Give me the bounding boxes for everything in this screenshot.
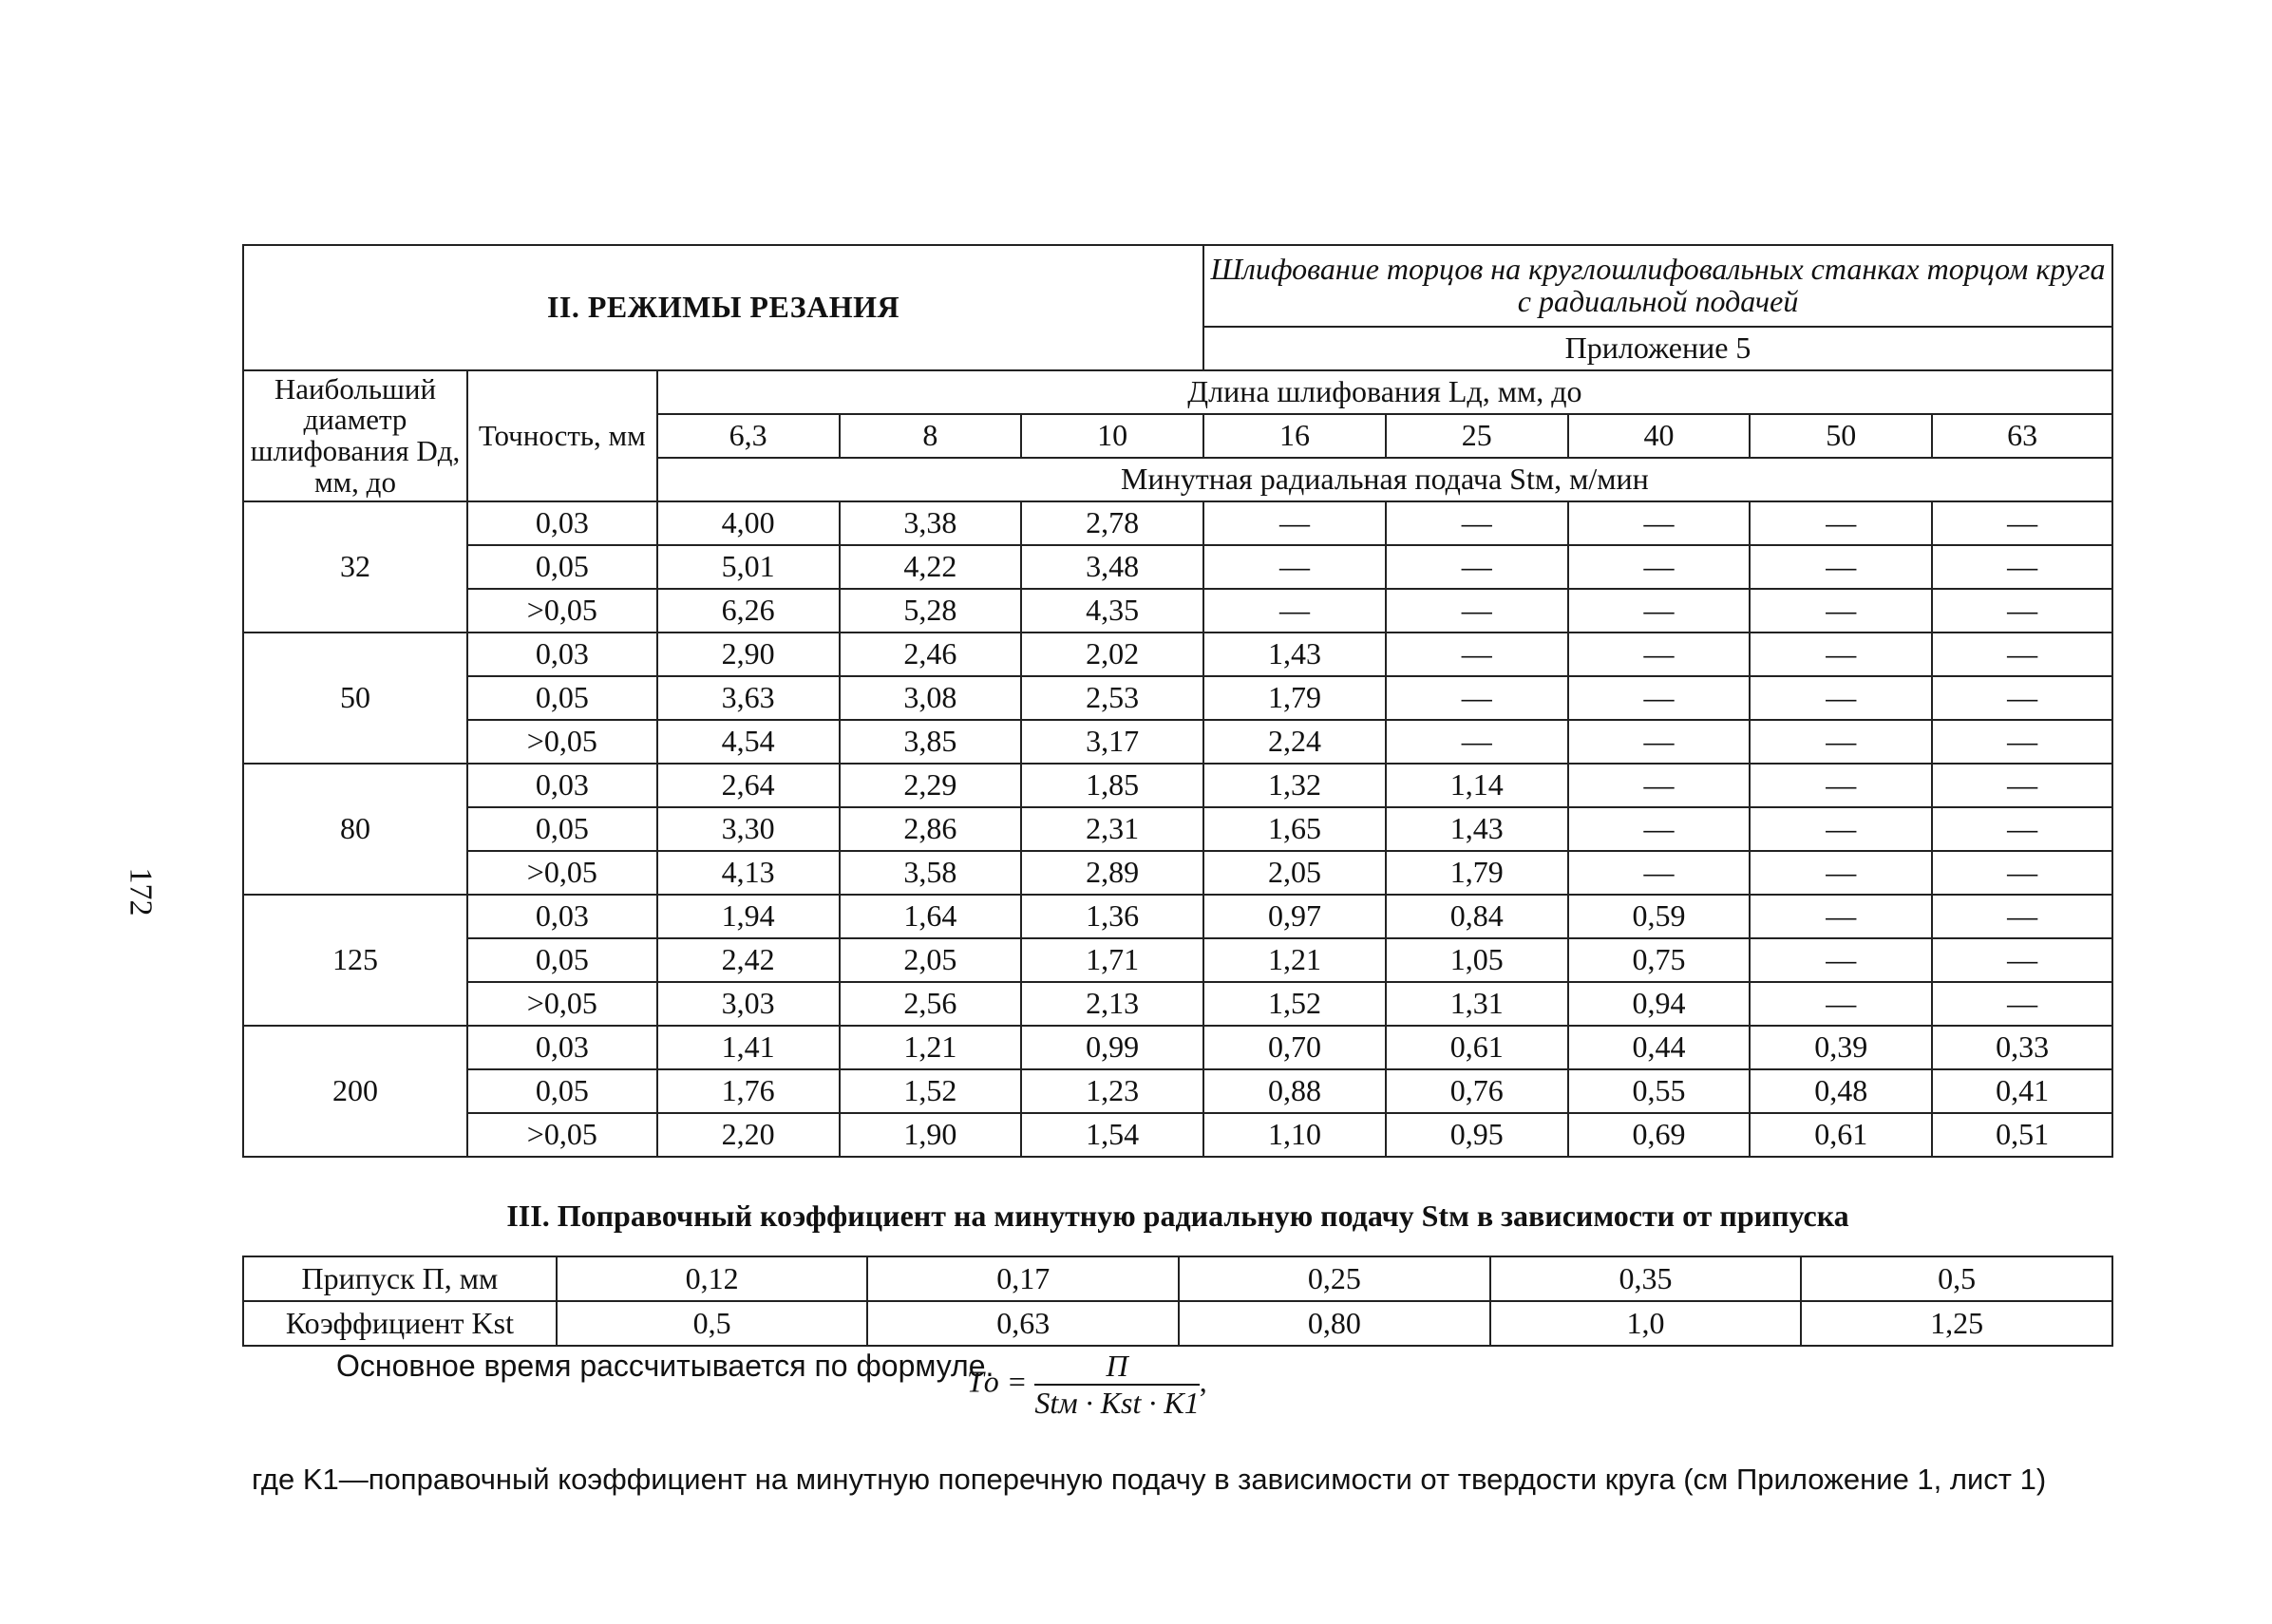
precision-cell: 0,05 bbox=[467, 545, 657, 589]
feed-value-cell: 3,03 bbox=[657, 982, 840, 1026]
formula-text: Основное время рассчитывается по формуле. bbox=[336, 1349, 994, 1383]
feed-value-cell: 2,31 bbox=[1021, 807, 1203, 851]
coef-value: 0,80 bbox=[1179, 1301, 1490, 1346]
feed-value-cell: 0,70 bbox=[1203, 1026, 1386, 1069]
diameter-cell: 32 bbox=[243, 501, 467, 633]
length-col-header: 63 bbox=[1932, 414, 2112, 458]
feed-value-cell: — bbox=[1568, 633, 1751, 676]
feed-value-cell: 0,51 bbox=[1932, 1113, 2112, 1157]
feed-value-cell: — bbox=[1750, 589, 1932, 633]
coef-value: 1,25 bbox=[1801, 1301, 2112, 1346]
feed-value-cell: 2,29 bbox=[840, 764, 1022, 807]
table-row bbox=[243, 764, 2112, 807]
operation-title-line2: с радиальной подачей bbox=[1517, 284, 1799, 318]
diameter-cell: 125 bbox=[243, 895, 467, 1026]
feed-value-cell: 2,56 bbox=[840, 982, 1022, 1026]
feed-value-cell: 0,95 bbox=[1386, 1113, 1568, 1157]
formula-numerator: П bbox=[1034, 1349, 1199, 1386]
feed-value-cell: — bbox=[1750, 807, 1932, 851]
table-row bbox=[243, 1113, 2112, 1157]
feed-value-cell: 1,43 bbox=[1386, 807, 1568, 851]
table-row bbox=[243, 895, 2112, 938]
table-row bbox=[243, 1026, 2112, 1069]
feed-value-cell: 0,59 bbox=[1568, 895, 1751, 938]
feed-value-cell: 1,79 bbox=[1203, 676, 1386, 720]
feed-value-cell: — bbox=[1386, 720, 1568, 764]
length-col-header: 8 bbox=[840, 414, 1022, 458]
table-row bbox=[243, 589, 2112, 633]
feed-value-cell: — bbox=[1750, 676, 1932, 720]
allowance-value: 0,25 bbox=[1179, 1256, 1490, 1301]
feed-value-cell: 1,76 bbox=[657, 1069, 840, 1113]
precision-cell: 0,05 bbox=[467, 676, 657, 720]
precision-cell: >0,05 bbox=[467, 1113, 657, 1157]
table-row bbox=[243, 501, 2112, 545]
feed-value-cell: 1,21 bbox=[840, 1026, 1022, 1069]
feed-value-cell: 0,75 bbox=[1568, 938, 1751, 982]
table-row bbox=[243, 851, 2112, 895]
feed-value-cell: 3,30 bbox=[657, 807, 840, 851]
feed-value-cell: 4,54 bbox=[657, 720, 840, 764]
precision-cell: >0,05 bbox=[467, 851, 657, 895]
allowance-value: 0,12 bbox=[557, 1256, 868, 1301]
feed-value-cell: — bbox=[1932, 633, 2112, 676]
formula-denominator: Stм · Kst · K1 bbox=[1034, 1386, 1200, 1420]
feed-value-cell: — bbox=[1568, 501, 1751, 545]
precision-cell: 0,05 bbox=[467, 1069, 657, 1113]
table-row bbox=[243, 982, 2112, 1026]
precision-cell: 0,05 bbox=[467, 938, 657, 982]
feed-value-cell: 3,08 bbox=[840, 676, 1022, 720]
precision-cell: 0,03 bbox=[467, 501, 657, 545]
cutting-modes-table bbox=[242, 244, 2113, 1158]
feed-value-cell: 2,42 bbox=[657, 938, 840, 982]
feed-value-cell: — bbox=[1932, 589, 2112, 633]
feed-value-cell: — bbox=[1932, 501, 2112, 545]
feed-value-cell: 1,43 bbox=[1203, 633, 1386, 676]
feed-value-cell: 3,38 bbox=[840, 501, 1022, 545]
precision-cell: 0,03 bbox=[467, 764, 657, 807]
feed-value-cell: 6,26 bbox=[657, 589, 840, 633]
feed-value-cell: 1,05 bbox=[1386, 938, 1568, 982]
feed-value-cell: 1,23 bbox=[1021, 1069, 1203, 1113]
length-col-header: 50 bbox=[1750, 414, 1932, 458]
formula-fraction bbox=[1034, 1349, 1199, 1421]
feed-value-cell: 2,24 bbox=[1203, 720, 1386, 764]
feed-value-cell: 1,52 bbox=[840, 1069, 1022, 1113]
table-row bbox=[243, 938, 2112, 982]
length-col-header: 40 bbox=[1568, 414, 1751, 458]
feed-value-cell: — bbox=[1386, 545, 1568, 589]
feed-value-cell: 2,05 bbox=[840, 938, 1022, 982]
feed-value-cell: 0,33 bbox=[1932, 1026, 2112, 1069]
correction-table bbox=[242, 1256, 2113, 1347]
feed-value-cell: 3,48 bbox=[1021, 545, 1203, 589]
table-row bbox=[243, 545, 2112, 589]
feed-value-cell: 1,54 bbox=[1021, 1113, 1203, 1157]
feed-value-cell: 2,64 bbox=[657, 764, 840, 807]
allowance-label: Припуск П, мм bbox=[243, 1256, 557, 1301]
feed-value-cell: — bbox=[1932, 676, 2112, 720]
appendix-label: Приложение 5 bbox=[1203, 327, 2112, 370]
feed-value-cell: — bbox=[1932, 545, 2112, 589]
feed-value-cell: — bbox=[1932, 851, 2112, 895]
feed-value-cell: 2,46 bbox=[840, 633, 1022, 676]
formula-lhs: Tо = bbox=[967, 1364, 1028, 1399]
feed-value-cell: — bbox=[1386, 633, 1568, 676]
feed-value-cell: — bbox=[1386, 501, 1568, 545]
diameter-cell: 80 bbox=[243, 764, 467, 895]
feed-value-cell: 4,00 bbox=[657, 501, 840, 545]
table-row bbox=[243, 676, 2112, 720]
feed-header: Минутная радиальная подача Stм, м/мин bbox=[657, 458, 2112, 501]
feed-value-cell: — bbox=[1932, 982, 2112, 1026]
feed-value-cell: — bbox=[1932, 764, 2112, 807]
feed-value-cell: — bbox=[1932, 807, 2112, 851]
feed-value-cell: 0,97 bbox=[1203, 895, 1386, 938]
feed-value-cell: 1,94 bbox=[657, 895, 840, 938]
feed-value-cell: 0,61 bbox=[1386, 1026, 1568, 1069]
precision-cell: 0,03 bbox=[467, 1026, 657, 1069]
page-number: 172 bbox=[123, 867, 159, 916]
feed-value-cell: 4,13 bbox=[657, 851, 840, 895]
precision-cell: >0,05 bbox=[467, 982, 657, 1026]
table-row bbox=[243, 633, 2112, 676]
precision-cell: 0,03 bbox=[467, 633, 657, 676]
feed-value-cell: 0,55 bbox=[1568, 1069, 1751, 1113]
feed-value-cell: — bbox=[1750, 764, 1932, 807]
feed-value-cell: 2,90 bbox=[657, 633, 840, 676]
feed-value-cell: 3,17 bbox=[1021, 720, 1203, 764]
feed-value-cell: 1,64 bbox=[840, 895, 1022, 938]
feed-value-cell: 0,76 bbox=[1386, 1069, 1568, 1113]
feed-value-cell: 3,58 bbox=[840, 851, 1022, 895]
feed-value-cell: — bbox=[1750, 895, 1932, 938]
formula bbox=[967, 1349, 1207, 1421]
feed-value-cell: 0,61 bbox=[1750, 1113, 1932, 1157]
feed-value-cell: 3,85 bbox=[840, 720, 1022, 764]
diameter-cell: 200 bbox=[243, 1026, 467, 1157]
length-col-header: 16 bbox=[1203, 414, 1386, 458]
feed-value-cell: 1,36 bbox=[1021, 895, 1203, 938]
feed-value-cell: 0,84 bbox=[1386, 895, 1568, 938]
feed-value-cell: — bbox=[1203, 589, 1386, 633]
feed-value-cell: 1,52 bbox=[1203, 982, 1386, 1026]
allowance-value: 0,5 bbox=[1801, 1256, 2112, 1301]
table-row bbox=[243, 1069, 2112, 1113]
feed-value-cell: 1,32 bbox=[1203, 764, 1386, 807]
feed-value-cell: 3,63 bbox=[657, 676, 840, 720]
feed-value-cell: 1,65 bbox=[1203, 807, 1386, 851]
feed-value-cell: 1,10 bbox=[1203, 1113, 1386, 1157]
precision-cell: >0,05 bbox=[467, 589, 657, 633]
feed-value-cell: 1,41 bbox=[657, 1026, 840, 1069]
feed-value-cell: — bbox=[1750, 982, 1932, 1026]
precision-cell: 0,05 bbox=[467, 807, 657, 851]
coef-label: Коэффициент Kst bbox=[243, 1301, 557, 1346]
feed-value-cell: 4,35 bbox=[1021, 589, 1203, 633]
feed-value-cell: — bbox=[1568, 545, 1751, 589]
feed-value-cell: — bbox=[1386, 676, 1568, 720]
feed-value-cell: 2,02 bbox=[1021, 633, 1203, 676]
feed-value-cell: 1,14 bbox=[1386, 764, 1568, 807]
feed-value-cell: 2,05 bbox=[1203, 851, 1386, 895]
feed-value-cell: 0,39 bbox=[1750, 1026, 1932, 1069]
allowance-value: 0,17 bbox=[867, 1256, 1179, 1301]
length-header: Длина шлифования Lд, мм, до bbox=[657, 370, 2112, 414]
feed-value-cell: 2,20 bbox=[657, 1113, 840, 1157]
operation-title bbox=[1203, 245, 2112, 327]
feed-value-cell: 2,89 bbox=[1021, 851, 1203, 895]
feed-value-cell: 1,90 bbox=[840, 1113, 1022, 1157]
feed-value-cell: — bbox=[1750, 545, 1932, 589]
feed-value-cell: 0,94 bbox=[1568, 982, 1751, 1026]
feed-value-cell: 5,01 bbox=[657, 545, 840, 589]
feed-value-cell: — bbox=[1203, 501, 1386, 545]
feed-value-cell: 0,99 bbox=[1021, 1026, 1203, 1069]
feed-value-cell: — bbox=[1750, 851, 1932, 895]
feed-value-cell: 0,41 bbox=[1932, 1069, 2112, 1113]
precision-cell: 0,03 bbox=[467, 895, 657, 938]
feed-value-cell: 2,53 bbox=[1021, 676, 1203, 720]
feed-value-cell: 2,86 bbox=[840, 807, 1022, 851]
length-col-header: 10 bbox=[1021, 414, 1203, 458]
feed-value-cell: 5,28 bbox=[840, 589, 1022, 633]
feed-value-cell: — bbox=[1568, 676, 1751, 720]
feed-value-cell: 1,21 bbox=[1203, 938, 1386, 982]
feed-value-cell: — bbox=[1568, 807, 1751, 851]
feed-value-cell: 1,79 bbox=[1386, 851, 1568, 895]
feed-value-cell: 0,88 bbox=[1203, 1069, 1386, 1113]
operation-title-line1: Шлифование торцов на круглошлифовальных станках торцом круга bbox=[1210, 252, 2106, 287]
table-row bbox=[243, 807, 2112, 851]
feed-value-cell: — bbox=[1203, 545, 1386, 589]
feed-value-cell: 0,44 bbox=[1568, 1026, 1751, 1069]
feed-value-cell: — bbox=[1568, 851, 1751, 895]
feed-value-cell: 1,71 bbox=[1021, 938, 1203, 982]
feed-value-cell: — bbox=[1932, 895, 2112, 938]
length-col-header: 25 bbox=[1386, 414, 1568, 458]
diameter-header: Наибольший диаметр шлифования Dд, мм, до bbox=[243, 370, 467, 501]
feed-value-cell: — bbox=[1750, 501, 1932, 545]
precision-header: Точность, мм bbox=[467, 370, 657, 501]
feed-value-cell: — bbox=[1568, 589, 1751, 633]
diameter-cell: 50 bbox=[243, 633, 467, 764]
formula-suffix: , bbox=[1199, 1364, 1207, 1399]
feed-value-cell: — bbox=[1568, 764, 1751, 807]
coef-value: 1,0 bbox=[1490, 1301, 1802, 1346]
footnote: где K1—поправочный коэффициент на минутную поперечную подачу в зависимости от твердости круга (см Приложение 1, лист 1) bbox=[252, 1463, 2047, 1496]
section3-title: III. Поправочный коэффициент на минутную радиальную подачу Stм в зависимости от припуска bbox=[506, 1199, 1849, 1233]
coef-value: 0,5 bbox=[557, 1301, 868, 1346]
feed-value-cell: 1,85 bbox=[1021, 764, 1203, 807]
feed-value-cell: — bbox=[1568, 720, 1751, 764]
feed-value-cell: — bbox=[1386, 589, 1568, 633]
feed-value-cell: 4,22 bbox=[840, 545, 1022, 589]
feed-value-cell: 0,69 bbox=[1568, 1113, 1751, 1157]
feed-value-cell: — bbox=[1750, 938, 1932, 982]
section-title: II. РЕЖИМЫ РЕЗАНИЯ bbox=[243, 245, 1203, 370]
feed-value-cell: — bbox=[1932, 720, 2112, 764]
allowance-value: 0,35 bbox=[1490, 1256, 1802, 1301]
feed-value-cell: 0,48 bbox=[1750, 1069, 1932, 1113]
length-col-header: 6,3 bbox=[657, 414, 840, 458]
table-row bbox=[243, 720, 2112, 764]
feed-value-cell: 1,31 bbox=[1386, 982, 1568, 1026]
coef-value: 0,63 bbox=[867, 1301, 1179, 1346]
feed-value-cell: — bbox=[1750, 633, 1932, 676]
feed-value-cell: — bbox=[1750, 720, 1932, 764]
feed-value-cell: 2,13 bbox=[1021, 982, 1203, 1026]
precision-cell: >0,05 bbox=[467, 720, 657, 764]
feed-value-cell: — bbox=[1932, 938, 2112, 982]
feed-value-cell: 2,78 bbox=[1021, 501, 1203, 545]
